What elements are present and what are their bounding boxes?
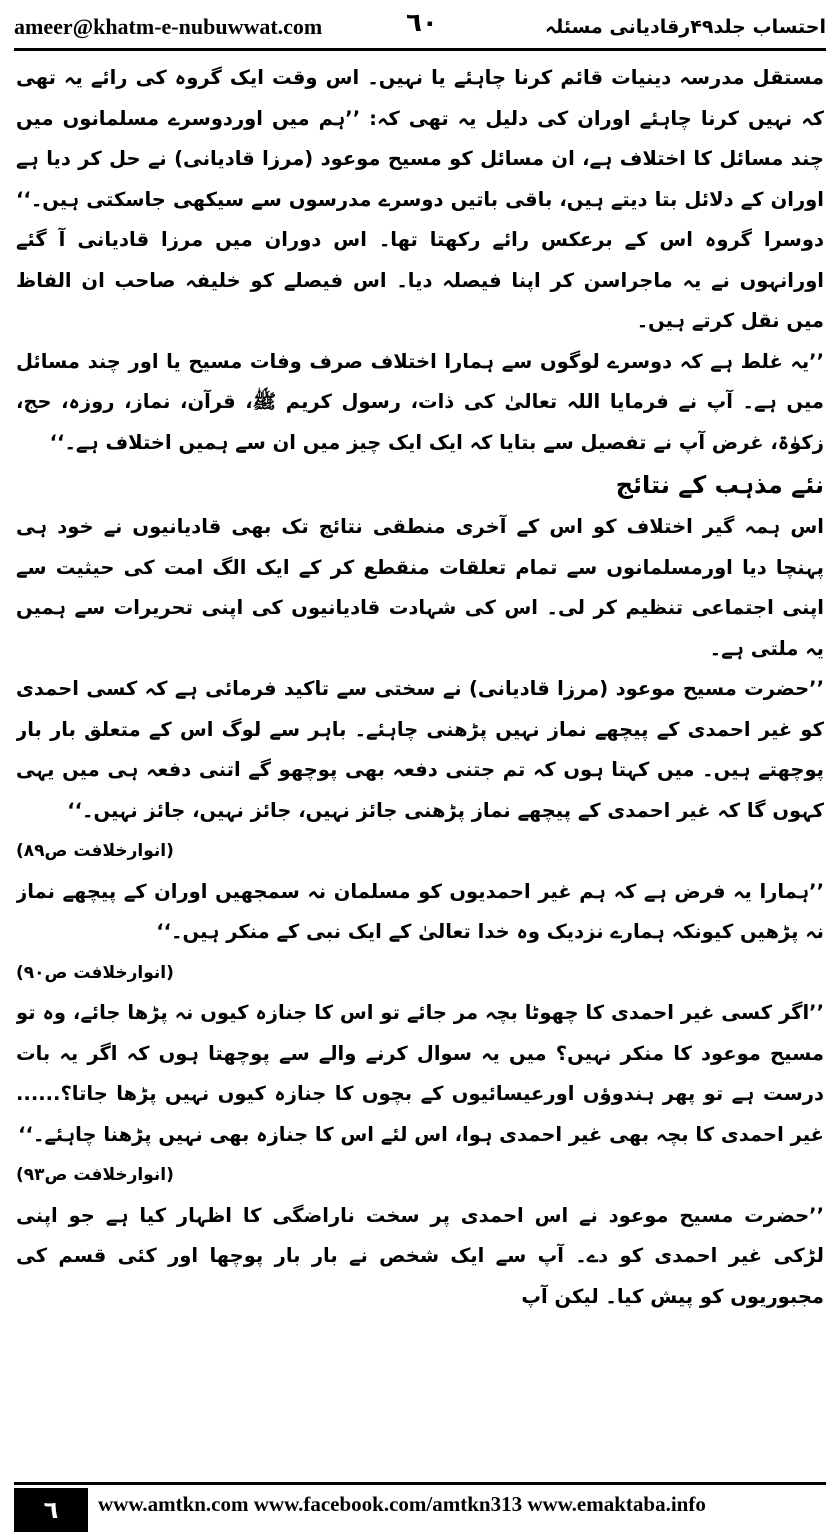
paragraph-natayij: اس ہمہ گیر اختلاف کو اس کے آخری منطقی نتائج تک بھی قادیانیوں نے خود ہی پہنچا دیا اورمسلمانوں سے تمام تعلقات منقطع کر کے ایک الگ امت کی حیثیت سے اپنی اجتماعی تنظیم کر لی۔ اس کی شہادت قادیانیوں کی اپنی تحریرات سے ہمیں یہ ملتی ہے۔	[16, 515, 824, 660]
book-title: احتساب جلد۴۹رقادیانی مسئلہ	[544, 16, 826, 38]
quote-ikhtilaf: ’’یہ غلط ہے کہ دوسرے لوگوں سے ہمارا اختلاف صرف وفات مسیح یا اور چند مسائل میں ہے۔ آپ نے فرمایا اللہ تعالیٰ کی ذات، رسول کریم ﷺ، قرآن، نماز، روزہ، حج، زکوٰۃ، غرض آپ نے تفصیل سے بتایا کہ ایک ایک چیز میں ان سے ہمیں اختلاف ہے۔‘‘	[16, 349, 824, 454]
quote-nikah: ’’حضرت مسیح موعود نے اس احمدی پر سخت ناراضگی کا اظہار کیا ہے جو اپنی لڑکی غیر احمدی کو دے۔ آپ سے ایک شخص نے بار بار پوچھا اور کئی قسم کی مجبوریوں کو پیش کیا۔ لیکن آپ	[16, 1203, 824, 1308]
footer-number-box: ٦	[14, 1488, 88, 1532]
page-header	[14, 6, 826, 51]
reference-93: (انوارخلافت ص۹۳)	[16, 1165, 174, 1185]
footer-divider	[14, 1482, 826, 1485]
quote-musalman: ’’ہمارا یہ فرض ہے کہ ہم غیر احمدیوں کو مسلمان نہ سمجھیں اوران کے پیچھے نماز نہ پڑھیں کیونکہ ہمارے نزدیک وہ خدا تعالیٰ کے ایک نبی کے منکر ہیں۔‘‘	[16, 879, 824, 943]
page-number: ٦٠	[406, 8, 438, 38]
footer-links: www.amtkn.com www.facebook.com/amtkn313 www.emaktaba.info	[98, 1492, 706, 1516]
quote-namaz: ’’حضرت مسیح موعود (مرزا قادیانی) نے سختی سے تاکید فرمائی ہے کہ کسی احمدی کو غیر احمدی کے پیچھے نماز نہیں پڑھنی چاہئے۔ باہر سے لوگ اس کے متعلق بار بار پوچھتے ہیں۔ میں کہتا ہوں کہ تم جتنی دفعہ بھی پوچھو گے اتنی دفعہ ہی میں یہی کہوں گا کہ غیر احمدی کے پیچھے نماز پڑھنی جائز نہیں، جائز نہیں، جائز نہیں۔‘‘	[16, 677, 824, 822]
header-email: ameer@khatm-e-nubuwwat.com	[14, 14, 323, 39]
paragraph-intro: مستقل مدرسہ دینیات قائم کرنا چاہئے یا نہیں۔ اس وقت ایک گروہ کی رائے یہ تھی کہ نہیں کرنا چاہئے اوران کی دلیل یہ تھی کہ: ’’ہم میں اوردوسرے مسلمانوں میں چند مسائل کا اختلاف ہے، ان مسائل کو مسیح موعود (مرزا قادیانی) نے حل کر دیا ہے اوران کے دلائل بتا دیتے ہیں، باقی باتیں دوسرے مدرسوں سے سیکھی جاسکتی ہیں۔‘‘ دوسرا گروہ اس کے برعکس رائے رکھتا تھا۔ اس دوران میں مرزا قادیانی آ گئے اورانہوں نے یہ ماجراسن کر اپنا فیصلہ دیا۔ اس فیصلے کو خلیفہ صاحب ان الفاظ میں نقل کرتے ہیں۔	[16, 66, 824, 332]
page-body	[16, 58, 824, 1468]
reference-90: (انوارخلافت ص۹۰)	[16, 962, 174, 983]
page-footer	[14, 1482, 826, 1532]
reference-line	[16, 1155, 824, 1196]
reference-line	[16, 953, 824, 994]
section-heading: نئے مذہب کے نتائج	[615, 471, 824, 499]
reference-89: (انوارخلافت ص۸۹)	[16, 841, 174, 861]
reference-line	[16, 831, 824, 872]
quote-janaza: ’’اگر کسی غیر احمدی کا چھوٹا بچہ مر جائے تو اس کا جنازہ کیوں نہ پڑھا جائے، وہ تو مسیح موعود کا منکر نہیں؟ میں یہ سوال کرنے والے سے پوچھتا ہوں کہ اگر یہ بات درست ہے تو پھر ہندوؤں اورعیسائیوں کے بچوں کا جنازہ کیوں نہیں پڑھا جاتا؟...... غیر احمدی کا بچہ بھی غیر احمدی ہوا، اس لئے اس کا جنازہ بھی نہیں پڑھنا چاہئے۔‘‘	[16, 1001, 824, 1146]
